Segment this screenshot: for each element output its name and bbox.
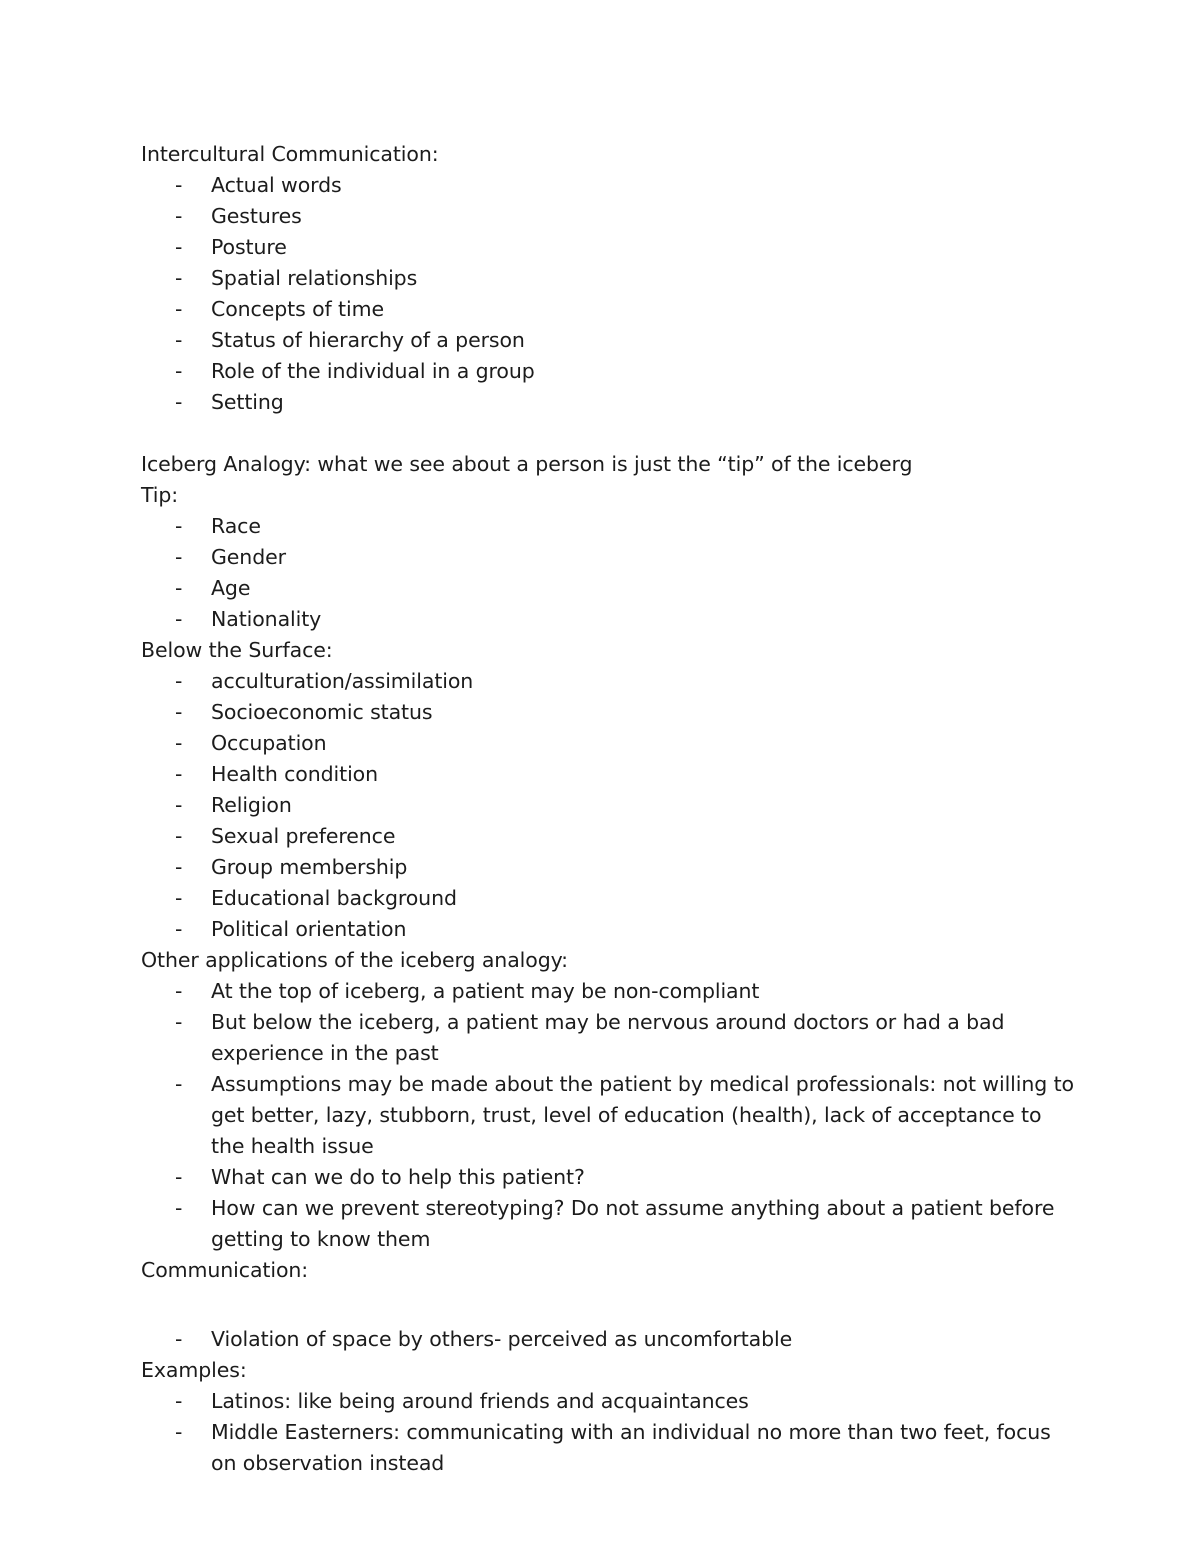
- dash-bullet: -: [175, 1389, 183, 1413]
- list-item: [141, 790, 1081, 821]
- dash-bullet: -: [175, 886, 183, 910]
- list-item-text: How can we prevent stereotyping? Do not assume anything about a patient before getting to know them: [211, 1196, 1055, 1251]
- list-item-text: Posture: [211, 235, 287, 259]
- dash-bullet: -: [175, 1196, 183, 1220]
- list-item: [141, 1324, 1081, 1355]
- heading-intercultural-communication: Intercultural Communication:: [141, 142, 439, 166]
- below-the-surface-list: [141, 666, 1081, 945]
- list-item-text: Actual words: [211, 173, 342, 197]
- dash-bullet: -: [175, 700, 183, 724]
- list-item-text: Occupation: [211, 731, 327, 755]
- list-item: [141, 294, 1081, 325]
- list-item-text: acculturation/assimilation: [211, 669, 474, 693]
- heading-below-the-surface: Below the Surface:: [141, 638, 333, 662]
- heading-other-applications: Other applications of the iceberg analogy:: [141, 948, 568, 972]
- dash-bullet: -: [175, 979, 183, 1003]
- list-item: [141, 1386, 1081, 1417]
- dash-bullet: -: [175, 328, 183, 352]
- list-item-text: Group membership: [211, 855, 408, 879]
- dash-bullet: -: [175, 917, 183, 941]
- list-item: [141, 511, 1081, 542]
- list-item: [141, 573, 1081, 604]
- dash-bullet: -: [175, 793, 183, 817]
- list-item-text: At the top of iceberg, a patient may be non-compliant: [211, 979, 760, 1003]
- list-item-text: Middle Easterners: communicating with an individual no more than two feet, focus on observation instead: [211, 1420, 1051, 1475]
- list-item: [141, 1069, 1081, 1162]
- dash-bullet: -: [175, 1165, 183, 1189]
- other-applications-list: [141, 976, 1081, 1255]
- list-item: [141, 542, 1081, 573]
- heading-examples: Examples:: [141, 1358, 247, 1382]
- intercultural-communication-list: [141, 170, 1081, 418]
- list-item-text: What can we do to help this patient?: [211, 1165, 585, 1189]
- communication-list: [141, 1324, 1081, 1355]
- dash-bullet: -: [175, 1010, 183, 1034]
- list-item: [141, 666, 1081, 697]
- blank-line: [141, 1286, 1081, 1324]
- list-item-text: Political orientation: [211, 917, 407, 941]
- blank-line: [141, 418, 1081, 449]
- list-item-text: Gestures: [211, 204, 302, 228]
- dash-bullet: -: [175, 1072, 183, 1096]
- heading-iceberg-analogy: Iceberg Analogy: what we see about a person is just the “tip” of the iceberg: [141, 452, 913, 476]
- list-item-text: Sexual preference: [211, 824, 396, 848]
- dash-bullet: -: [175, 545, 183, 569]
- list-item: [141, 697, 1081, 728]
- list-item-text: Age: [211, 576, 251, 600]
- dash-bullet: -: [175, 297, 183, 321]
- list-item: [141, 356, 1081, 387]
- document-page: [141, 139, 1081, 1479]
- dash-bullet: -: [175, 204, 183, 228]
- dash-bullet: -: [175, 1420, 183, 1444]
- heading-communication: Communication:: [141, 1258, 309, 1282]
- list-item: [141, 728, 1081, 759]
- list-item-text: Socioeconomic status: [211, 700, 433, 724]
- dash-bullet: -: [175, 235, 183, 259]
- list-item-text: Educational background: [211, 886, 457, 910]
- list-item: [141, 232, 1081, 263]
- dash-bullet: -: [175, 731, 183, 755]
- list-item: [141, 170, 1081, 201]
- list-item-text: Role of the individual in a group: [211, 359, 535, 383]
- list-item: [141, 883, 1081, 914]
- list-item-text: Setting: [211, 390, 284, 414]
- list-item: [141, 1417, 1081, 1479]
- list-item: [141, 387, 1081, 418]
- list-item-text: Spatial relationships: [211, 266, 418, 290]
- list-item: [141, 325, 1081, 356]
- list-item-text: Violation of space by others- perceived as uncomfortable: [211, 1327, 793, 1351]
- list-item-text: Gender: [211, 545, 286, 569]
- list-item: [141, 821, 1081, 852]
- list-item-text: But below the iceberg, a patient may be nervous around doctors or had a bad experience in the past: [211, 1010, 1005, 1065]
- list-item-text: Religion: [211, 793, 292, 817]
- list-item: [141, 1007, 1081, 1069]
- list-item: [141, 914, 1081, 945]
- list-item-text: Status of hierarchy of a person: [211, 328, 525, 352]
- tip-list: [141, 511, 1081, 635]
- dash-bullet: -: [175, 824, 183, 848]
- dash-bullet: -: [175, 669, 183, 693]
- dash-bullet: -: [175, 576, 183, 600]
- dash-bullet: -: [175, 607, 183, 631]
- dash-bullet: -: [175, 855, 183, 879]
- list-item-text: Latinos: like being around friends and acquaintances: [211, 1389, 749, 1413]
- dash-bullet: -: [175, 359, 183, 383]
- list-item: [141, 201, 1081, 232]
- list-item: [141, 604, 1081, 635]
- dash-bullet: -: [175, 266, 183, 290]
- dash-bullet: -: [175, 390, 183, 414]
- dash-bullet: -: [175, 762, 183, 786]
- dash-bullet: -: [175, 173, 183, 197]
- list-item: [141, 1162, 1081, 1193]
- list-item: [141, 852, 1081, 883]
- list-item: [141, 1193, 1081, 1255]
- list-item: [141, 759, 1081, 790]
- list-item-text: Concepts of time: [211, 297, 384, 321]
- list-item: [141, 263, 1081, 294]
- list-item-text: Assumptions may be made about the patient by medical professionals: not willing to get better, lazy, stubborn, trust, level of education (health), lack of acceptance to the health issue: [211, 1072, 1074, 1158]
- dash-bullet: -: [175, 1327, 183, 1351]
- list-item: [141, 976, 1081, 1007]
- heading-tip: Tip:: [141, 483, 179, 507]
- dash-bullet: -: [175, 514, 183, 538]
- list-item-text: Nationality: [211, 607, 322, 631]
- list-item-text: Race: [211, 514, 261, 538]
- examples-list: [141, 1386, 1081, 1479]
- list-item-text: Health condition: [211, 762, 379, 786]
